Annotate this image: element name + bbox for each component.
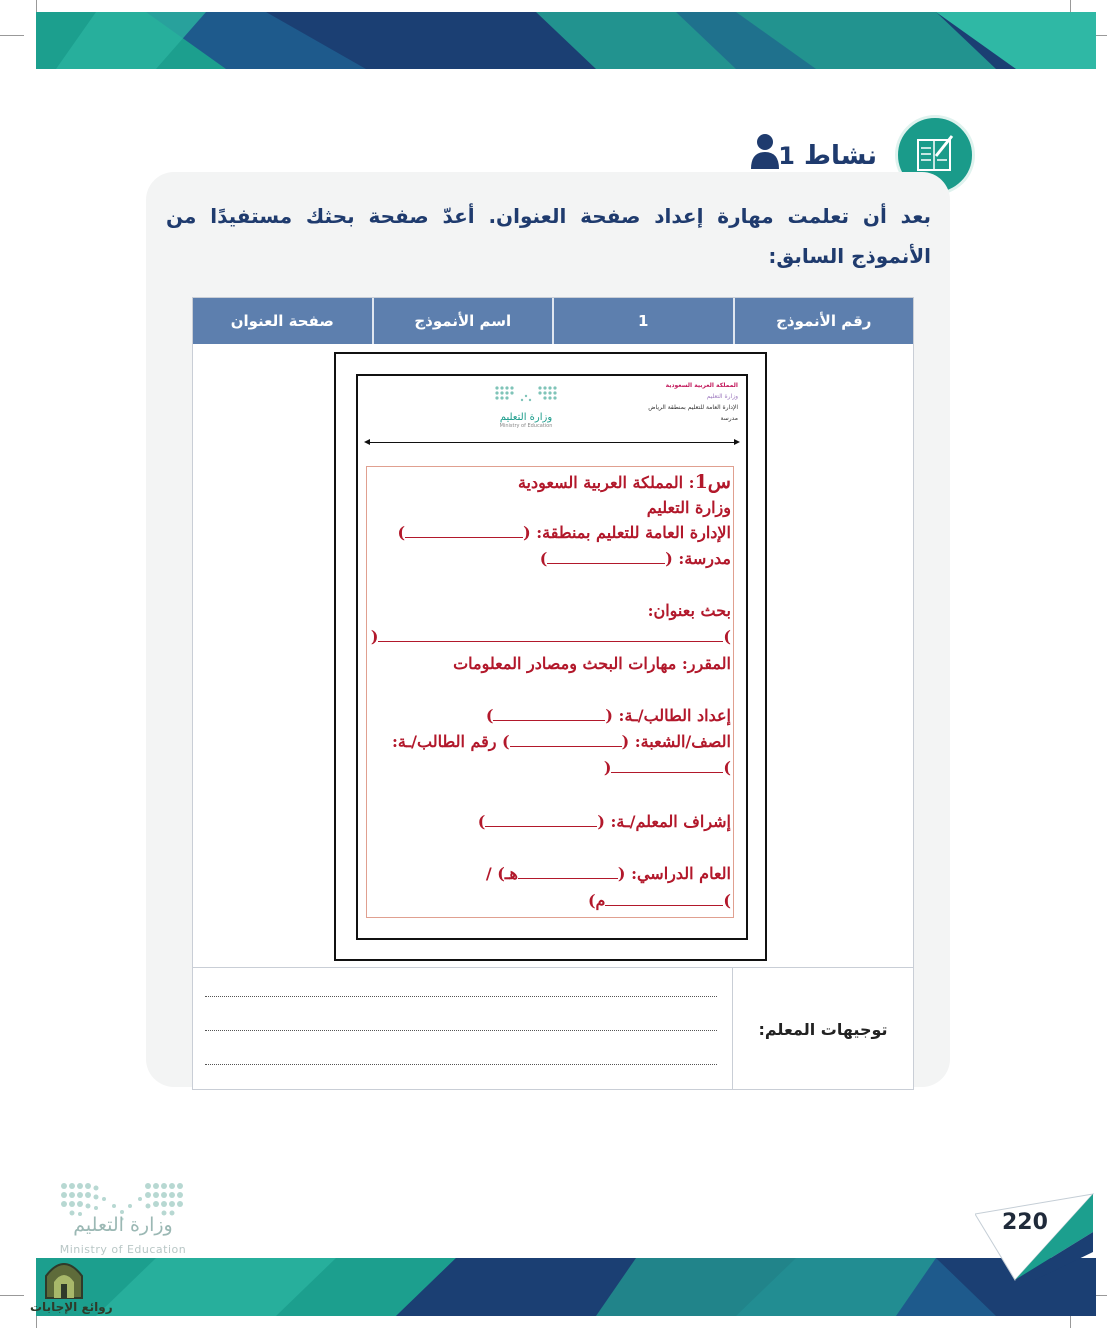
form-line: بحث بعنوان: xyxy=(647,601,731,620)
table-header-row xyxy=(193,298,913,344)
form-line: )م) xyxy=(587,891,731,910)
sample-header-line: المملكة العربية السعودية xyxy=(665,382,738,389)
sample-header-text xyxy=(588,380,738,424)
form-line: الإدارة العامة للتعليم بمنطقة: () xyxy=(397,523,731,542)
form-line: إشراف المعلم/ـة: () xyxy=(477,812,731,831)
form-line: الصف/الشعبة: () رقم الطالب/ـة: xyxy=(391,732,731,751)
activity-number: 1 xyxy=(778,142,795,170)
form-line: س1: المملكة العربية السعودية xyxy=(517,471,731,493)
notes-dotted-line[interactable] xyxy=(205,996,717,997)
activity-title-text: نشاط xyxy=(804,141,877,171)
ministry-dots-icon xyxy=(493,384,559,404)
header-model-name-value: صفحة العنوان xyxy=(230,312,334,330)
sample-header-line: مدرسة xyxy=(720,415,738,422)
activity-title xyxy=(778,141,877,171)
crop-mark xyxy=(0,35,24,36)
notes-dotted-line[interactable] xyxy=(205,1030,717,1031)
title-page-sample xyxy=(334,352,767,961)
form-line: المقرر: مهارات البحث ومصادر المعلومات xyxy=(453,654,731,673)
page-number: 220 xyxy=(1002,1210,1048,1235)
bottom-banner xyxy=(36,1258,1096,1316)
form-line: مدرسة: () xyxy=(539,549,731,568)
title-page-inner-frame xyxy=(356,374,748,940)
form-line: )( xyxy=(370,627,731,646)
title-page-form xyxy=(366,466,734,918)
crop-mark xyxy=(0,1295,24,1296)
model-table xyxy=(192,297,914,1090)
sample-ministry-logo xyxy=(486,384,566,429)
sample-logo-subtext: Ministry of Education xyxy=(499,423,553,429)
watermark-text: روائع الإجابات xyxy=(30,1300,113,1314)
double-arrow-divider xyxy=(366,442,738,443)
header-model-number-value: 1 xyxy=(552,298,733,344)
top-banner xyxy=(36,12,1096,69)
page-corner-decoration xyxy=(975,1192,1095,1282)
sample-header-line: وزارة التعليم xyxy=(706,393,738,400)
sample-header-line: الإدارة العامة للتعليم بمنطقة الرياض xyxy=(648,404,738,411)
ministry-name: وزارة التعليم xyxy=(73,1214,173,1236)
header-model-number-label: رقم الأنموذج xyxy=(733,298,914,344)
activity-instruction: بعد أن تعلمت مهارة إعداد صفحة العنوان. أعدّ صفحة بحثك مستفيدًا من الأنموذج السابق: xyxy=(166,204,931,268)
form-line: وزارة التعليم xyxy=(646,498,731,517)
watermark-mosque-icon xyxy=(40,1254,88,1300)
header-model-name-label: اسم الأنموذج xyxy=(372,298,553,344)
notes-dotted-line[interactable] xyxy=(205,1064,717,1065)
form-line: )( xyxy=(603,758,731,777)
person-icon xyxy=(750,133,780,169)
teacher-notes-label: توجيهات المعلم: xyxy=(732,968,913,1090)
ministry-name-english: Ministry of Education xyxy=(59,1243,187,1256)
form-line: العام الدراسي: (هـ) / xyxy=(485,864,731,883)
sample-logo-text: وزارة التعليم xyxy=(499,412,553,423)
form-line: إعداد الطالب/ـة: () xyxy=(485,706,731,725)
teacher-notes-row xyxy=(193,967,913,1090)
